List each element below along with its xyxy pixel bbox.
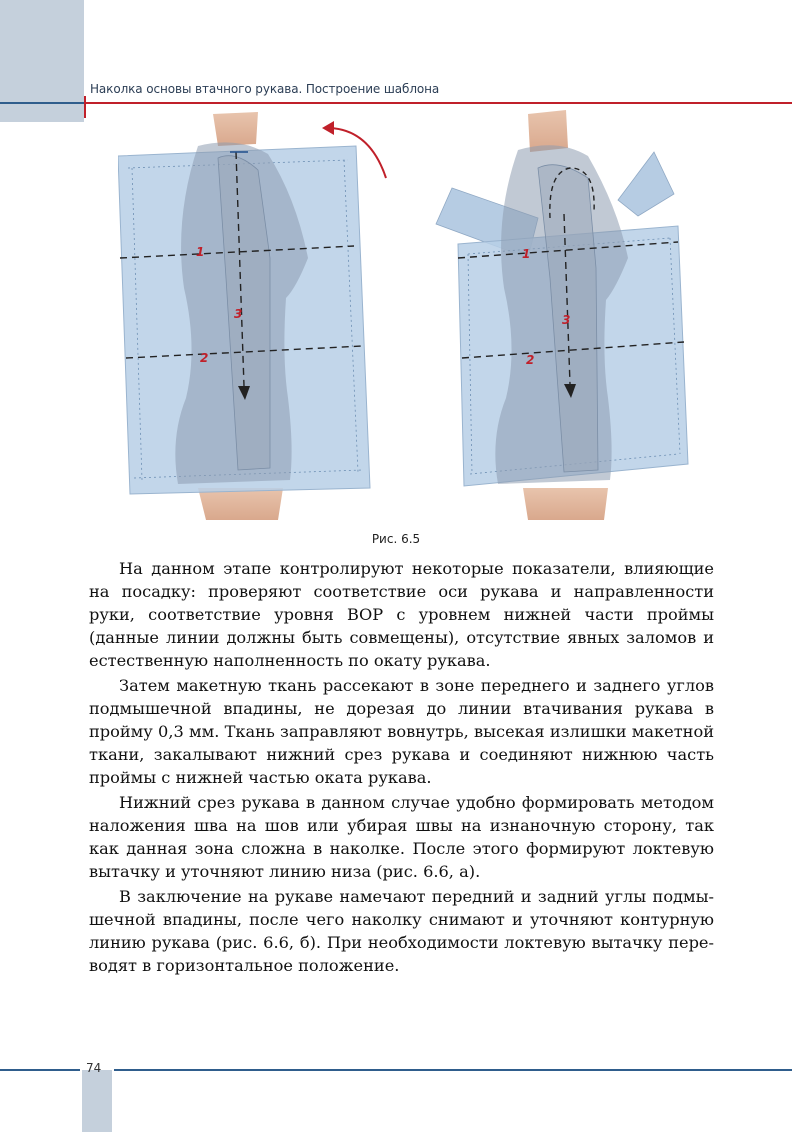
header-rule-right <box>86 102 792 104</box>
header-rule-left <box>0 102 86 104</box>
left-label-3: 3 <box>234 307 243 321</box>
left-panel <box>118 112 386 520</box>
footer-rule-right <box>114 1069 792 1071</box>
right-label-1: 1 <box>522 247 531 261</box>
right-fabric-flap-right <box>618 152 674 216</box>
bottom-side-block <box>82 1070 112 1132</box>
page-number: 74 <box>86 1061 102 1075</box>
right-label-2: 2 <box>526 353 535 367</box>
left-mannequin-base <box>198 488 283 520</box>
right-label-3: 3 <box>562 313 571 327</box>
running-title: Наколка основы втачного рукава. Построение шаблона <box>90 82 440 96</box>
paragraph: Затем макетную ткань рассекают в зоне переднего и заднего углов подмышечной впадины, не дорезая до линии втачивания рукава в пройму 0,3 мм. Ткань заправляют вовнутрь, высекая излишки макетной ткани, закалывают нижний срез рукава и соединяют нижнюю часть проймы с нижней частью оката рукава. <box>89 676 714 787</box>
right-mannequin-base <box>523 488 608 520</box>
footer-rule-left <box>0 1069 80 1071</box>
figure-6-5 <box>118 108 698 524</box>
right-panel <box>436 110 688 520</box>
body-text <box>89 557 714 977</box>
paragraph: На данном этапе контролируют некоторые показатели, влияющие на посадку: проверяют соответствие оси рукава и направленности руки, соответствие уровня ВОР с уровнем нижней части проймы (данные линии должны быть совмещены), отсутствие явных заломов и естественную наполненность по окату рукава. <box>89 559 714 670</box>
paragraph: В заключение на рукаве намечают передний и задний углы подмышечной впадины, после чего наколку снимают и уточняют контурную линию рукава (рис. 6.6, б). При необходимости локтевую вытачку переводят в горизонтальное положение. <box>89 887 714 975</box>
figure-caption: Рис. 6.5 <box>371 532 421 546</box>
paragraph: Нижний срез рукава в данном случае удобно формировать методом наложения шва на шов или убирая швы на изнаночную сторону, так как данная зона сложна в наколке. После этого формируют локтевую вытачку и уточняют линию низа (рис. 6.6, а). <box>89 793 714 881</box>
left-mannequin-neck <box>213 112 258 146</box>
left-label-2: 2 <box>200 351 209 365</box>
header-tick <box>84 96 86 118</box>
left-label-1: 1 <box>196 245 205 259</box>
